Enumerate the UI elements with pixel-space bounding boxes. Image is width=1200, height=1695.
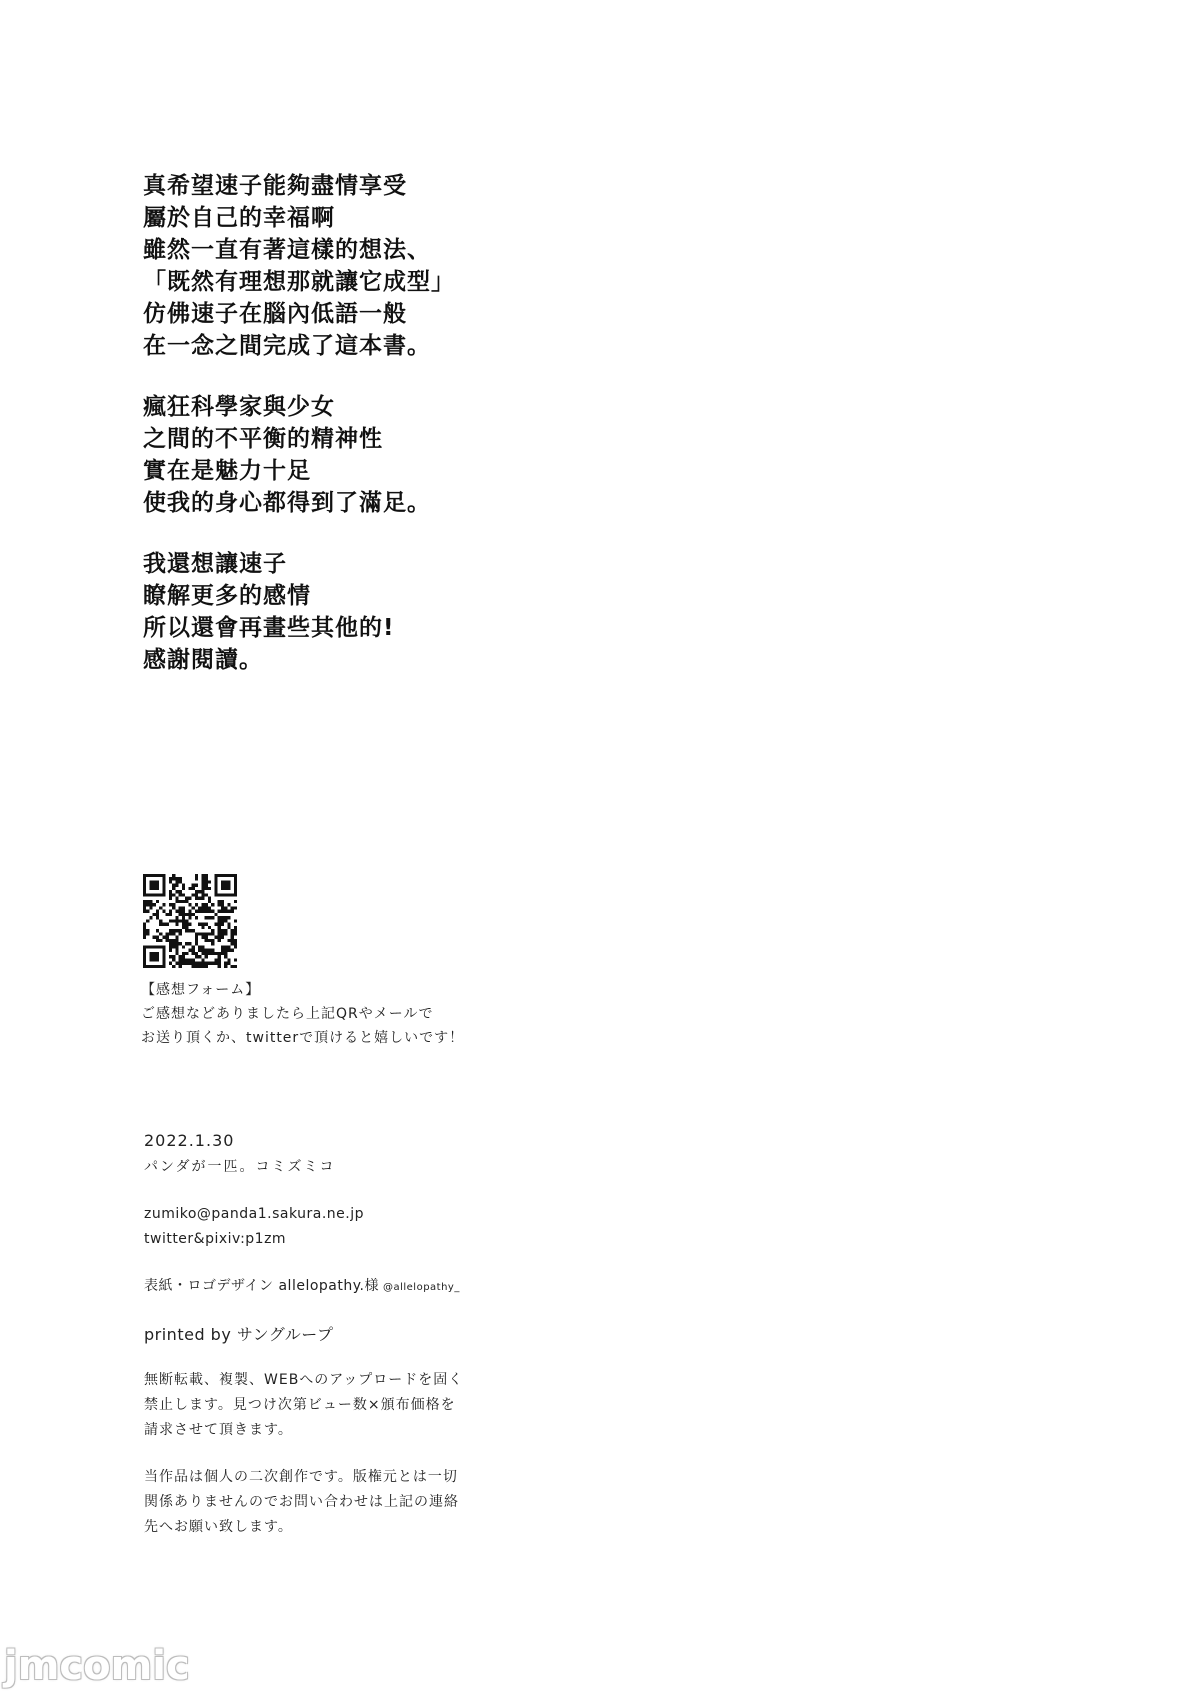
design-credit	[144, 1274, 463, 1300]
afterword-paragraph-1	[143, 170, 455, 362]
printer-credit: printed by サングループ	[144, 1325, 334, 1344]
feedback-line: ご感想などありましたら上記QRやメールで	[141, 1006, 434, 1022]
afterword-line: 雖然一直有著這樣的想法、	[143, 237, 431, 263]
notice-line: 禁止します。見つけ次第ビュー数×頒布価格を	[144, 1397, 456, 1413]
afterword-line: 之間的不平衡的精神性	[143, 426, 383, 452]
notice-line: 当作品は個人の二次創作です。版権元とは一切	[144, 1469, 458, 1485]
afterword-line: 瞭解更多的感情	[143, 583, 311, 609]
notice-line: 先へお願い致します。	[144, 1519, 293, 1535]
contact-sns: twitter&pixiv:p1zm	[144, 1231, 287, 1247]
afterword-line: 感謝閱讀。	[143, 647, 263, 673]
afterword-text	[143, 170, 455, 705]
notice-line: 請求させて頂きます。	[144, 1422, 293, 1438]
feedback-line: お送り頂くか、twitterで頂けると嬉しいです！	[141, 1030, 465, 1046]
colophon	[144, 1128, 463, 1540]
disclaimer-notice	[144, 1465, 463, 1540]
qr-code-icon	[143, 874, 237, 968]
afterword-line: 「既然有理想那就讓它成型」	[143, 269, 455, 295]
afterword-line: 屬於自己的幸福啊	[143, 205, 335, 231]
feedback-note	[141, 978, 464, 1050]
afterword-paragraph-3	[143, 548, 455, 676]
circle-name: パンダが一匹。コミズミコ	[144, 1159, 336, 1175]
afterword-line: 使我的身心都得到了滿足。	[143, 490, 431, 516]
afterword-line: 在一念之間完成了這本書。	[143, 333, 431, 359]
feedback-qr-code[interactable]	[143, 874, 237, 968]
feedback-title: 【感想フォーム】	[141, 982, 261, 998]
afterword-paragraph-2	[143, 391, 455, 519]
contact-info	[144, 1202, 463, 1252]
afterword-line: 真希望速子能夠盡情享受	[143, 173, 407, 199]
designer-handle: @allelopathy_	[382, 1282, 460, 1293]
afterword-line: 我還想讓速子	[143, 551, 287, 577]
afterword-line: 瘋狂科學家與少女	[143, 394, 335, 420]
notice-line: 無断転載、複製、WEBへのアップロードを固く	[144, 1372, 464, 1388]
site-watermark: jmcomic	[4, 1643, 190, 1689]
copyright-notice	[144, 1368, 463, 1443]
notice-line: 関係ありませんのでお問い合わせは上記の連絡	[144, 1494, 459, 1510]
afterword-line: 所以還會再畫些其他的!	[143, 615, 395, 641]
afterword-line: 實在是魅力十足	[143, 458, 311, 484]
design-credit-text: 表紙・ロゴデザイン allelopathy.様	[144, 1278, 379, 1294]
contact-email[interactable]: zumiko@panda1.sakura.ne.jp	[144, 1206, 365, 1222]
afterword-line: 仿佛速子在腦內低語一般	[143, 301, 407, 327]
publish-date: 2022.1.30	[144, 1131, 235, 1150]
